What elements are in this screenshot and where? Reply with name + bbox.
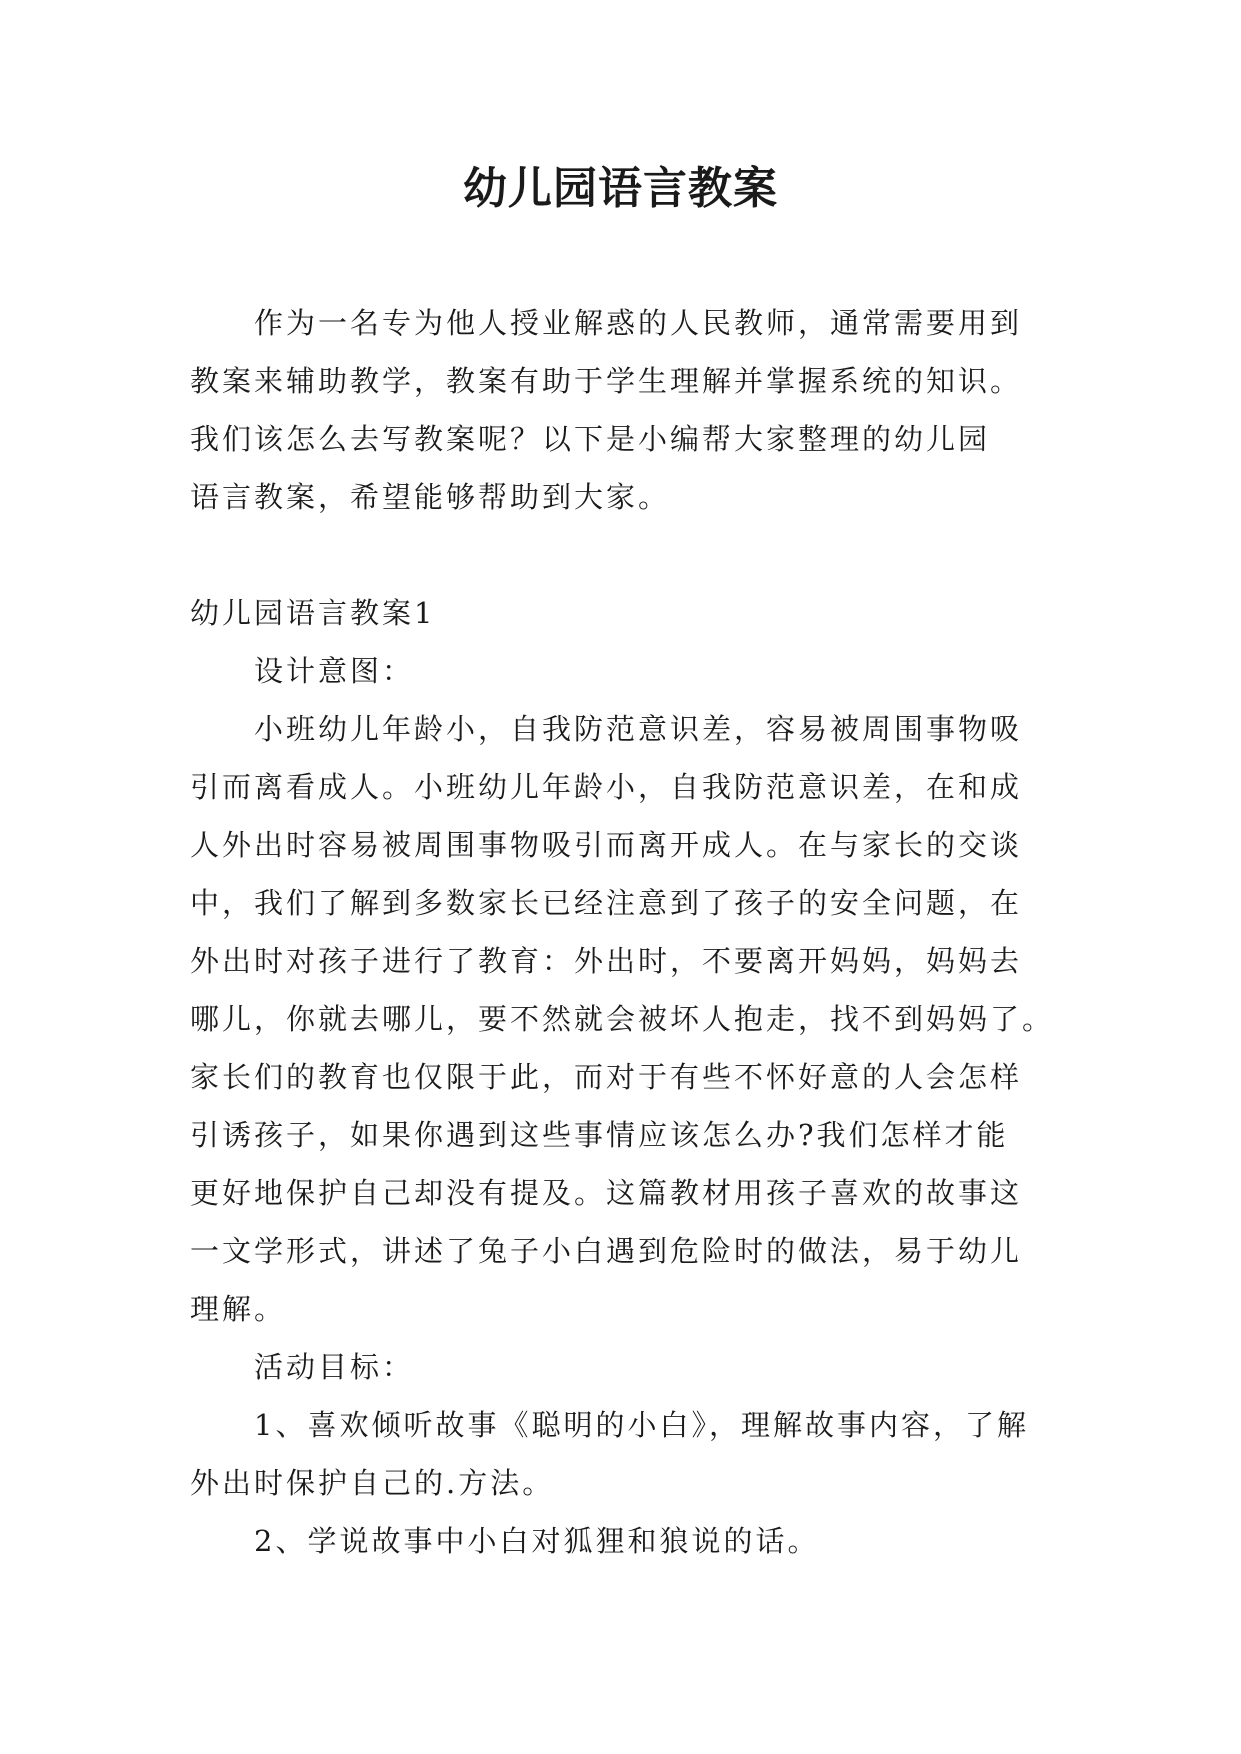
design-line-6: 哪儿，你就去哪儿，要不然就会被坏人抱走，找不到妈妈了。 xyxy=(190,1002,1055,1036)
intro-line-4: 语言教案，希望能够帮助到大家。 xyxy=(190,480,671,514)
design-label: 设计意图： xyxy=(254,654,415,688)
design-line-2: 引而离看成人。小班幼儿年龄小，自我防范意识差，在和成 xyxy=(190,770,1023,804)
goals-label: 活动目标： xyxy=(254,1350,415,1384)
intro-paragraph xyxy=(190,294,1060,526)
goal-2 xyxy=(190,1512,1060,1570)
design-line-9: 更好地保护自己却没有提及。这篇教材用孩子喜欢的故事这 xyxy=(190,1176,1023,1210)
document-title: 幼儿园语言教案 xyxy=(463,163,778,214)
design-line-8: 引诱孩子，如果你遇到这些事情应该怎么办?我们怎样才能 xyxy=(190,1118,1009,1152)
design-line-7: 家长们的教育也仅限于此，而对于有些不怀好意的人会怎样 xyxy=(190,1060,1023,1094)
goal-1 xyxy=(190,1396,1060,1512)
design-line-4: 中，我们了解到多数家长已经注意到了孩子的安全问题，在 xyxy=(190,886,1023,920)
design-line-10: 一文学形式，讲述了兔子小白遇到危险时的做法，易于幼儿 xyxy=(190,1234,1023,1268)
design-line-3: 人外出时容易被周围事物吸引而离开成人。在与家长的交谈 xyxy=(190,828,1023,862)
design-line-1: 小班幼儿年龄小，自我防范意识差，容易被周围事物吸 xyxy=(254,712,1023,746)
intro-line-3: 我们该怎么去写教案呢？以下是小编帮大家整理的幼儿园 xyxy=(190,422,991,456)
goal-2-line-1: 2、学说故事中小白对狐狸和狼说的话。 xyxy=(254,1524,820,1558)
section-heading: 幼儿园语言教案1 xyxy=(190,596,436,630)
design-line-11: 理解。 xyxy=(190,1292,287,1326)
design-line-5: 外出时对孩子进行了教育：外出时，不要离开妈妈，妈妈去 xyxy=(190,944,1023,978)
paragraph-spacer xyxy=(190,526,1060,584)
intro-line-2: 教案来辅助教学，教案有助于学生理解并掌握系统的知识。 xyxy=(190,364,1023,398)
document-body xyxy=(190,294,1060,1570)
intro-line-1: 作为一名专为他人授业解惑的人民教师，通常需要用到 xyxy=(254,306,1023,340)
goal-1-line-1: 1、喜欢倾听故事《聪明的小白》，理解故事内容，了解 xyxy=(254,1408,1029,1442)
design-paragraph xyxy=(190,700,1060,1338)
goal-1-line-2: 外出时保护自己的.方法。 xyxy=(190,1466,555,1500)
